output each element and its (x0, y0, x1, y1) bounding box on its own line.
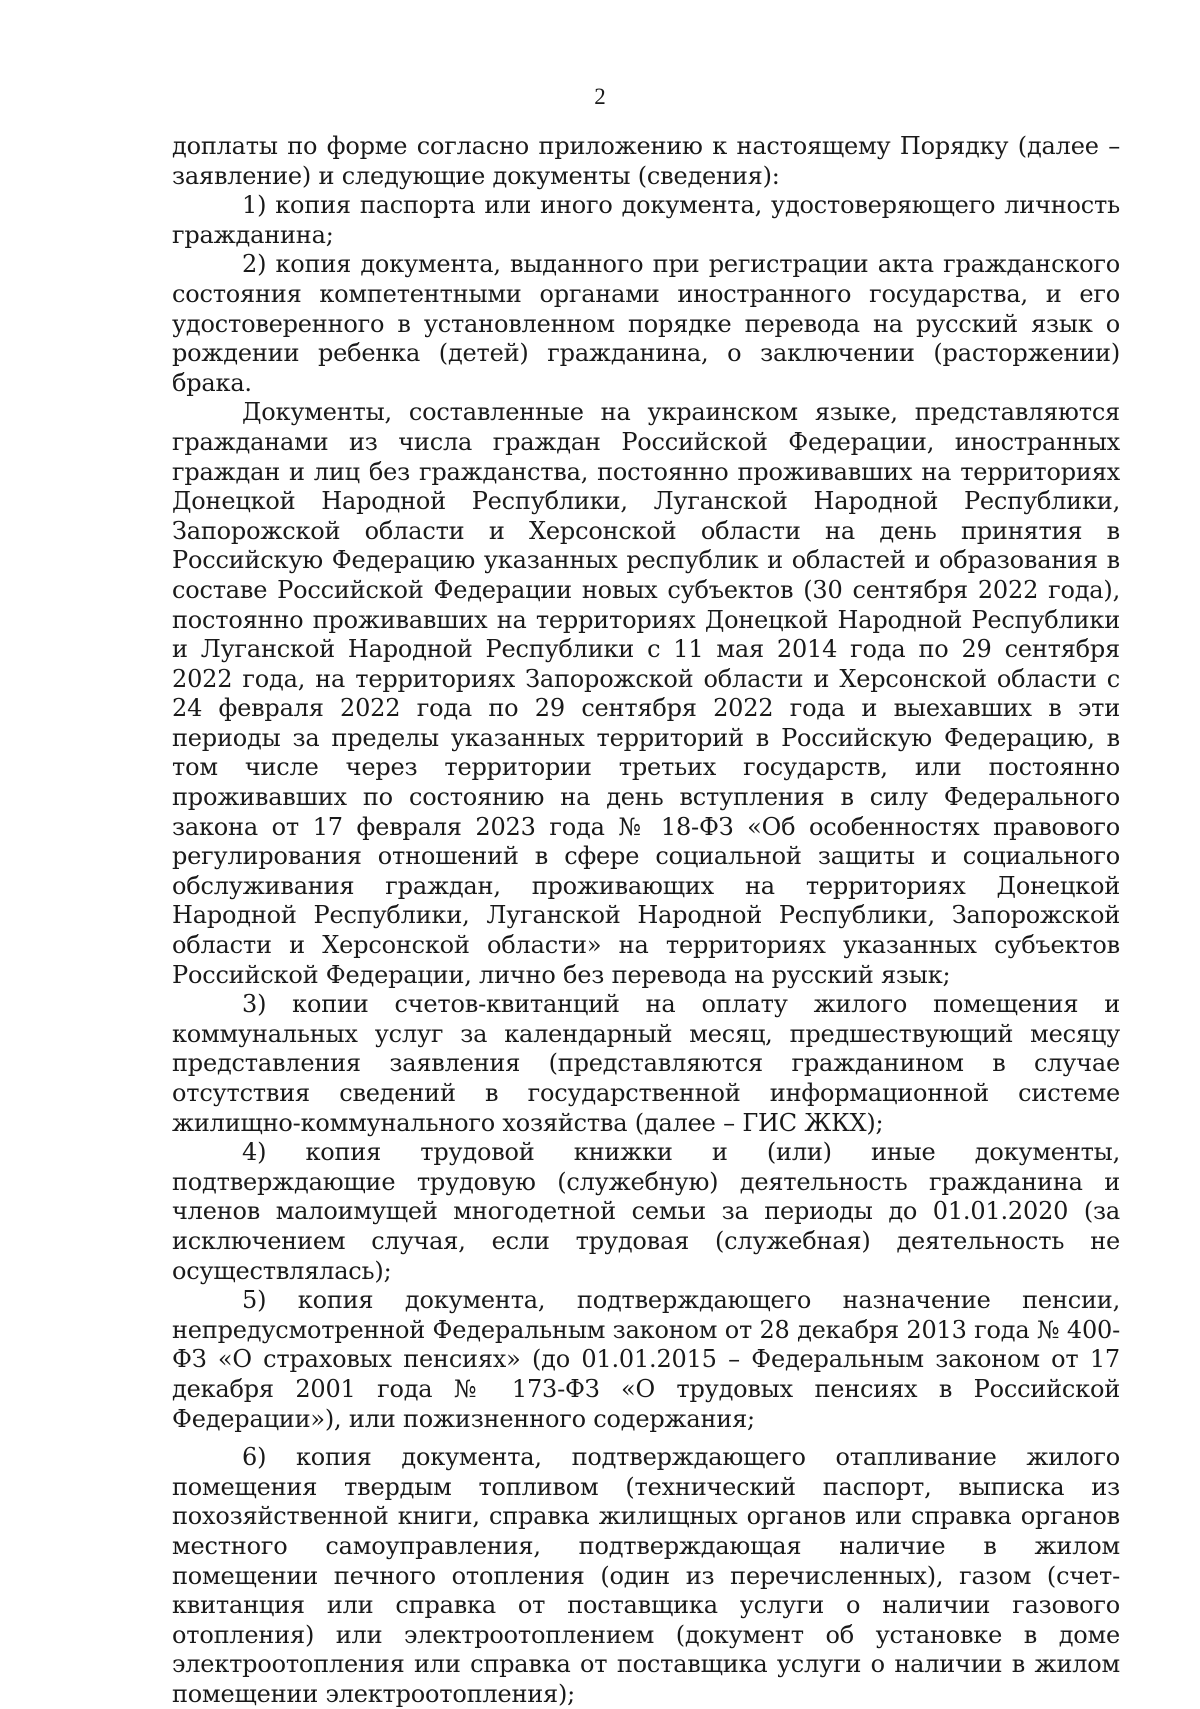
paragraph-ukrainian-documents: Документы, составленные на украинском языке, представляются гражданами из числа граждан Российской Федерации, иностранных граждан и лиц без гражданства, постоянно проживавших на территориях Донецкой Народной Республики, Луганской Народной Республики, Запорожской области и Херсонской области на день принятия в Российскую Федерацию указанных республик и областей и образования в составе Российской Федерации новых субъектов (30 сентября 2022 года), постоянно проживавших на территориях Донецкой Народной Республики и Луганской Народной Республики с 11 мая 2014 года по 29 сентября 2022 года, на территориях Запорожской области и Херсонской области с 24 февраля 2022 года по 29 сентября 2022 года и выехавших в эти периоды за пределы указанных территорий в Российскую Федерацию, в том числе через территории третьих государств, или постоянно проживавших по состоянию на день вступления в силу Федерального закона от 17 февраля 2023 года № 18-ФЗ «Об особенностях правового регулирования отношений в сфере социальной защиты и социального обслуживания граждан, проживающих на территориях Донецкой Народной Республики, Луганской Народной Республики, Запорожской области и Херсонской области» на территориях указанных субъектов Российской Федерации, лично без перевода на русский язык; (172, 398, 1120, 989)
paragraph-item-5-pension: 5) копия документа, подтверждающего назначение пенсии, непредусмотренной Федеральным законом от 28 декабря 2013 года № 400-ФЗ «О страховых пенсиях» (до 01.01.2015 – Федеральным законом от 17 декабря 2001 года № 173-ФЗ «О трудовых пенсиях в Российской Федерации»), или пожизненного содержания; (172, 1286, 1120, 1433)
paragraph-item-1-passport: 1) копия паспорта или иного документа, удостоверяющего личность гражданина; (172, 191, 1120, 249)
paragraph-item-2-civil-status: 2) копия документа, выданного при регистрации акта гражданского состояния компетентными органами иностранного государства, и его удостоверенного в установленном порядке перевода на русский язык о рождении ребенка (детей) гражданина, о заключении (расторжении) брака. (172, 250, 1120, 397)
document-body (172, 132, 1120, 1709)
paragraph-item-3-utility-bills: 3) копии счетов-квитанций на оплату жилого помещения и коммунальных услуг за календарный месяц, предшествующий месяцу представления заявления (представляются гражданином в случае отсутствия сведений в государственной информационной системе жилищно-коммунального хозяйства (далее – ГИС ЖКХ); (172, 990, 1120, 1137)
paragraph-item-6-heating: 6) копия документа, подтверждающего отапливание жилого помещения твердым топливом (технический паспорт, выписка из похозяйственной книги, справка жилищных органов или справка органов местного самоуправления, подтверждающая наличие в жилом помещении печного отопления (один из перечисленных), газом (счет-квитанция или справка от поставщика услуги о наличии газового отопления) или электроотоплением (документ об установке в доме электроотопления или справка от поставщика услуги о наличии в жилом помещении электроотопления); (172, 1443, 1120, 1708)
page-number: 2 (594, 84, 606, 109)
paragraph-item-4-employment-record: 4) копия трудовой книжки и (или) иные документы, подтверждающие трудовую (служебную) деятельность гражданина и членов малоимущей многодетной семьи за периоды до 01.01.2020 (за исключением случая, если трудовая (служебная) деятельность не осуществлялась); (172, 1138, 1120, 1285)
paragraph-application-continuation: доплаты по форме согласно приложению к настоящему Порядку (далее – заявление) и следующие документы (сведения): (172, 132, 1120, 190)
